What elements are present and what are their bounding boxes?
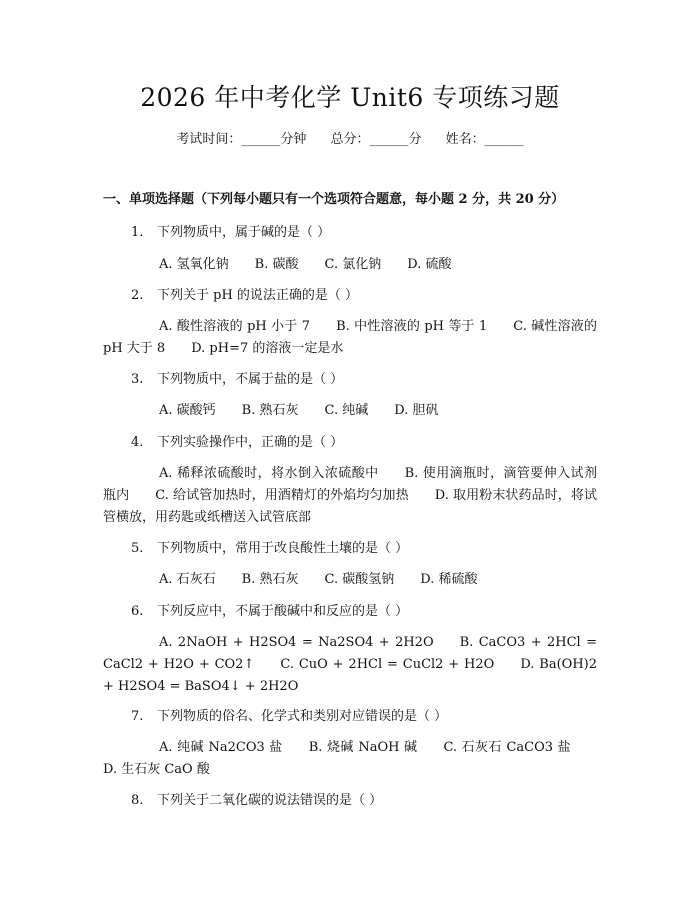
question-3 [103,369,597,391]
total-score-label: 总分：______分 [330,132,422,147]
question-number: 8. [131,793,144,808]
question-text: 下列物质中，属于碱的是（ ） [157,225,331,240]
option-a: A. 稀释浓硫酸时，将水倒入浓硫酸中 [159,466,379,481]
option-a: A. 酸性溶液的 pH 小于 7 [159,319,311,334]
question-number: 3. [131,372,144,387]
question-1-options [103,254,597,276]
question-4-options [103,463,597,529]
option-b: B. 碳酸 [254,257,299,272]
option-b: B. 熟石灰 [241,403,299,418]
exam-info-row [0,130,700,150]
question-number: 1. [131,225,144,240]
student-name-label: 姓名：______ [445,132,524,147]
question-2-options [103,316,597,360]
question-number: 4. [131,435,144,450]
question-3-options [103,400,597,422]
question-text: 下列物质中，常用于改良酸性土壤的是（ ） [157,541,409,556]
question-7-options [103,737,597,781]
option-b: B. 烧碱 NaOH 碱 [308,740,418,755]
option-b: B. CaCO3 + 2HCl = CaCl2 + H2O + CO2↑ [103,635,597,672]
question-text: 下列物质中，不属于盐的是（ ） [157,372,344,387]
option-a: A. 2NaOH + H2SO4 = Na2SO4 + 2H2O [159,635,434,650]
question-5-options [103,569,597,591]
option-d: D. 胆矾 [394,403,439,418]
section-heading: 一、单项选择题（下列每小题只有一个选项符合题意，每小题 2 分，共 20 分） [103,192,565,207]
option-b: B. 使用滴瓶时，滴管要伸入试剂瓶内 [103,466,597,503]
question-2 [103,285,597,307]
question-7 [103,706,597,728]
question-6-options [103,632,597,698]
question-8 [103,790,597,812]
option-b: B. 中性溶液的 pH 等于 1 [336,319,488,334]
question-number: 7. [131,709,144,724]
option-d: D. 稀硫酸 [420,572,478,587]
question-4 [103,432,597,454]
option-d: D. 生石灰 CaO 酸 [103,762,210,777]
question-1 [103,222,597,244]
option-c: C. 碳酸氢钠 [324,572,395,587]
question-text: 下列关于 pH 的说法正确的是（ ） [157,288,359,303]
page-title: 2026 年中考化学 Unit6 专项练习题 [140,83,560,112]
option-a: A. 纯碱 Na2CO3 盐 [159,740,283,755]
option-a: A. 氢氧化钠 [159,257,229,272]
question-number: 2. [131,288,144,303]
option-c: C. 给试管加热时，用酒精灯的外焰均匀加热 [155,488,409,503]
question-number: 6. [131,604,144,619]
option-d: D. pH=7 的溶液一定是水 [191,341,344,356]
option-d: D. 取用粉末状药品时，将试管横放，用药匙或纸槽送入试管底部 [103,488,597,525]
question-text: 下列物质的俗名、化学式和类别对应错误的是（ ） [157,709,448,724]
exam-time-label: 考试时间：______分钟 [176,132,307,147]
option-c: C. CuO + 2HCl = CuCl2 + H2O [280,657,495,672]
question-text: 下列关于二氧化碳的说法错误的是（ ） [157,793,383,808]
option-a: A. 石灰石 [159,572,216,587]
question-5 [103,538,597,560]
question-text: 下列实验操作中，正确的是（ ） [157,435,344,450]
option-b: B. 熟石灰 [241,572,299,587]
option-d: D. 硫酸 [407,257,452,272]
option-c: C. 氯化钠 [324,257,382,272]
option-d: D. Ba(OH)2 + H2SO4 = BaSO4↓ + 2H2O [103,657,597,694]
question-text: 下列反应中，不属于酸碱中和反应的是（ ） [157,604,409,619]
option-a: A. 碳酸钙 [159,403,216,418]
option-c: C. 石灰石 CaCO3 盐 [443,740,571,755]
question-number: 5. [131,541,144,556]
option-c: C. 纯碱 [324,403,369,418]
question-6 [103,601,597,623]
option-c: C. 碱性溶液的 pH 大于 8 [103,319,597,356]
